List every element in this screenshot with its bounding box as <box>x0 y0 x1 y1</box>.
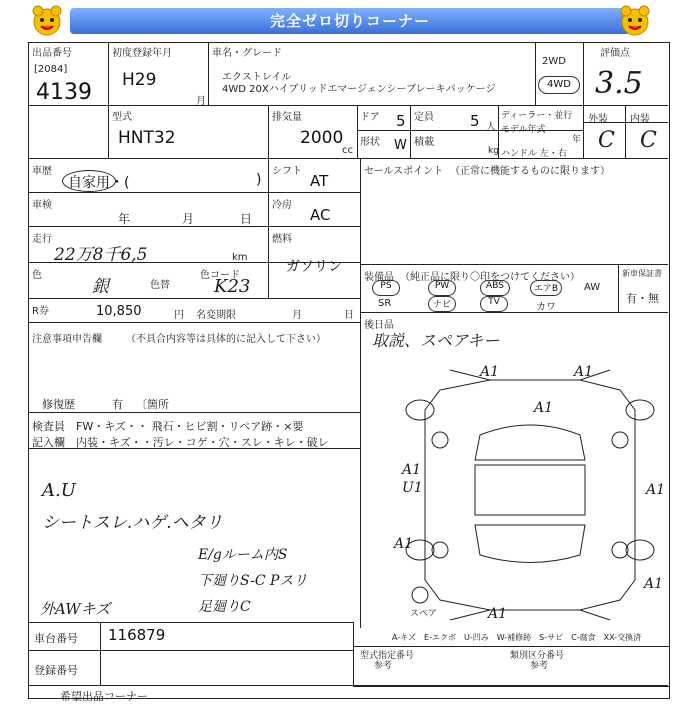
drive-4wd: 4WD <box>538 76 580 94</box>
lot-label: 出品番号 <box>32 48 72 59</box>
loadcap-label: 積載 <box>414 137 434 148</box>
shape-label: 形状 <box>360 137 380 148</box>
color-code: K23 <box>214 276 251 297</box>
diagram-mark: A1 <box>394 536 414 552</box>
displacement-value: 2000 <box>300 128 344 148</box>
dealer-label: ディーラー・並行 <box>501 111 573 121</box>
repair-label: 修復歴 <box>42 398 75 411</box>
rating-score: 3.5 <box>595 66 643 101</box>
diagram-mark: A1 <box>644 576 664 592</box>
transfer-label: 名変期限 <box>196 310 236 321</box>
rating-label: 評価点 <box>600 48 630 59</box>
mascot-icon <box>618 4 652 38</box>
capacity-value: 5 <box>470 112 480 130</box>
mascot-icon <box>30 4 64 38</box>
model-value: HNT32 <box>118 128 176 148</box>
ac-label: 冷房 <box>272 200 292 211</box>
mileage-value: 22万8千6,5 <box>54 245 148 265</box>
sales-label: セールスポイント <box>364 166 444 177</box>
form-c1: 型式指定番号 <box>360 651 415 661</box>
model-year-unit: 年 <box>572 135 582 145</box>
int-grade: C <box>640 128 657 153</box>
mileage-unit: km <box>232 252 248 263</box>
diagram-mark: A1 <box>574 364 594 380</box>
equip-tv: TV <box>480 296 508 312</box>
equip-pw: PW <box>428 280 456 296</box>
diagram-mark: A1 <box>488 606 508 622</box>
transfer-day: 日 <box>344 310 354 321</box>
fuel-label: 燃料 <box>272 234 292 245</box>
diagram-mark: A1 <box>534 400 554 416</box>
equip-navi: ナビ <box>428 296 456 312</box>
footer-text: 希望出品コーナー <box>60 690 148 703</box>
color-code-label: 色コード <box>200 270 240 281</box>
after-value: 取説、スペアキー <box>372 331 500 350</box>
capacity-label: 定員 <box>414 112 434 123</box>
vehicle-type-close: ) <box>256 172 262 188</box>
ext-grade: C <box>598 128 615 153</box>
notes-sub: （不具合内容等は具体的に記入して下さい） <box>126 334 326 345</box>
spare-label: スペア <box>410 609 438 619</box>
ext-label: 外装 <box>588 114 608 125</box>
shape-value: W <box>394 138 407 153</box>
inspector-row1: FW・キズ・・ 飛石・ヒビ割・リペア跡・×要 <box>76 420 304 433</box>
car-grade: 4WD 20Xハイブリッドエマージェンシーブレーキパッケージ <box>222 84 496 95</box>
int-label: 内装 <box>630 114 650 125</box>
form-c4: 参考 <box>530 661 549 671</box>
form-c2: 参考 <box>374 661 393 671</box>
newcar-value: 有・無 <box>626 292 659 305</box>
inspection-month: 月 <box>182 212 195 226</box>
inspection-year: 年 <box>118 212 131 226</box>
inspector-row2: 内装・キズ・・汚レ・コゲ・穴・スレ・キレ・破レ <box>76 436 329 449</box>
color-label: 色 <box>32 270 42 281</box>
ac-value: AC <box>310 206 331 224</box>
equipment-sub: （純正品に限り〇印をつけてください） <box>400 272 580 283</box>
shift-value: AT <box>310 172 329 190</box>
form-c3: 類別区分番号 <box>510 651 565 661</box>
inspection-day: 日 <box>240 212 253 226</box>
displacement-label: 排気量 <box>272 112 302 123</box>
equip-leather: カワ <box>536 302 556 313</box>
notes-label: 注意事項申告欄 <box>32 334 102 345</box>
car-name: エクストレイル <box>222 72 292 83</box>
chassis-label: 車台番号 <box>34 632 78 645</box>
model-year-label: モデル年式 <box>501 125 546 135</box>
diagram-mark: A1 <box>402 462 422 478</box>
vehicle-type-circle <box>62 170 116 192</box>
inspection-label: 車検 <box>32 200 52 211</box>
drive-2wd: 2WD <box>542 56 566 67</box>
model-label: 型式 <box>112 112 132 123</box>
repair-value: 有 <box>112 398 123 411</box>
diagram-mark: U1 <box>402 480 423 496</box>
first-reg-year: H29 <box>122 70 157 90</box>
vehicle-type-label: 車歴 <box>32 166 52 177</box>
newcar-label: 新車保証書 <box>622 269 662 278</box>
after-label: 後日品 <box>364 320 394 331</box>
equip-ps: PS <box>372 280 400 296</box>
inspector-row2-label: 記入欄 <box>32 436 65 449</box>
first-reg-month-unit: 月 <box>196 96 206 107</box>
hw-line4: 下廻りS-C Pスリ <box>198 573 308 589</box>
sales-sub: （正常に機能するものに限ります） <box>450 166 610 177</box>
color-change-label: 色替 <box>150 280 170 291</box>
recycle-value: 10,850 <box>96 304 142 319</box>
color-value: 銀 <box>92 277 109 297</box>
transfer-month: 月 <box>292 310 302 321</box>
equip-abs: ABS <box>480 280 510 296</box>
diagram-mark: A1 <box>480 364 500 380</box>
banner <box>10 4 690 38</box>
first-reg-label: 初度登録年月 <box>112 48 172 59</box>
shift-label: シフト <box>272 166 302 177</box>
handle-label: ハンドル 左・右 <box>501 149 567 159</box>
lot-number: 4139 <box>36 80 92 105</box>
inspector-row1-label: 検査員 <box>32 420 65 433</box>
vehicle-type-value: 自家用・( <box>68 175 130 191</box>
loadcap-unit: kg <box>488 146 499 156</box>
equipment-label: 装備品 <box>364 272 394 283</box>
recycle-unit: 円 <box>174 310 184 321</box>
equip-aw: AW <box>584 282 601 293</box>
hw-line1: A.U <box>42 480 76 501</box>
banner-title: 完全ゼロ切りコーナー <box>70 8 630 34</box>
doors-label: ドア <box>360 112 380 123</box>
chassis-value: 116879 <box>108 626 166 644</box>
doors-value: 5 <box>396 112 406 130</box>
car-diagram <box>380 350 670 630</box>
hw-line2: シートスレ.ハゲ.ヘタリ <box>42 513 223 533</box>
capacity-unit: 人 <box>486 122 496 133</box>
recycle-label: R券 <box>32 306 49 317</box>
legend: A-キズ E-エクボ U-凹み W-補修跡 S-サビ C-腐食 XX-交換済 <box>392 633 642 642</box>
hw-line3: E/gルーム内S <box>198 547 288 563</box>
repair-place: 〔箇所 <box>136 398 169 411</box>
equip-sr: SR <box>378 298 392 309</box>
hw-line6: 外AWキズ <box>40 600 111 618</box>
fuel-value: ガソリン <box>286 259 342 275</box>
car-label: 車名・グレード <box>212 48 282 59</box>
hw-line5: 足廻りC <box>198 599 251 615</box>
diagram-mark: A1 <box>646 482 666 498</box>
mileage-label: 走行 <box>32 234 52 245</box>
lot-sub: [2084] <box>34 64 68 75</box>
displacement-unit: cc <box>342 145 353 156</box>
equip-airbag: エアB <box>530 280 562 296</box>
reg-label: 登録番号 <box>34 664 78 677</box>
